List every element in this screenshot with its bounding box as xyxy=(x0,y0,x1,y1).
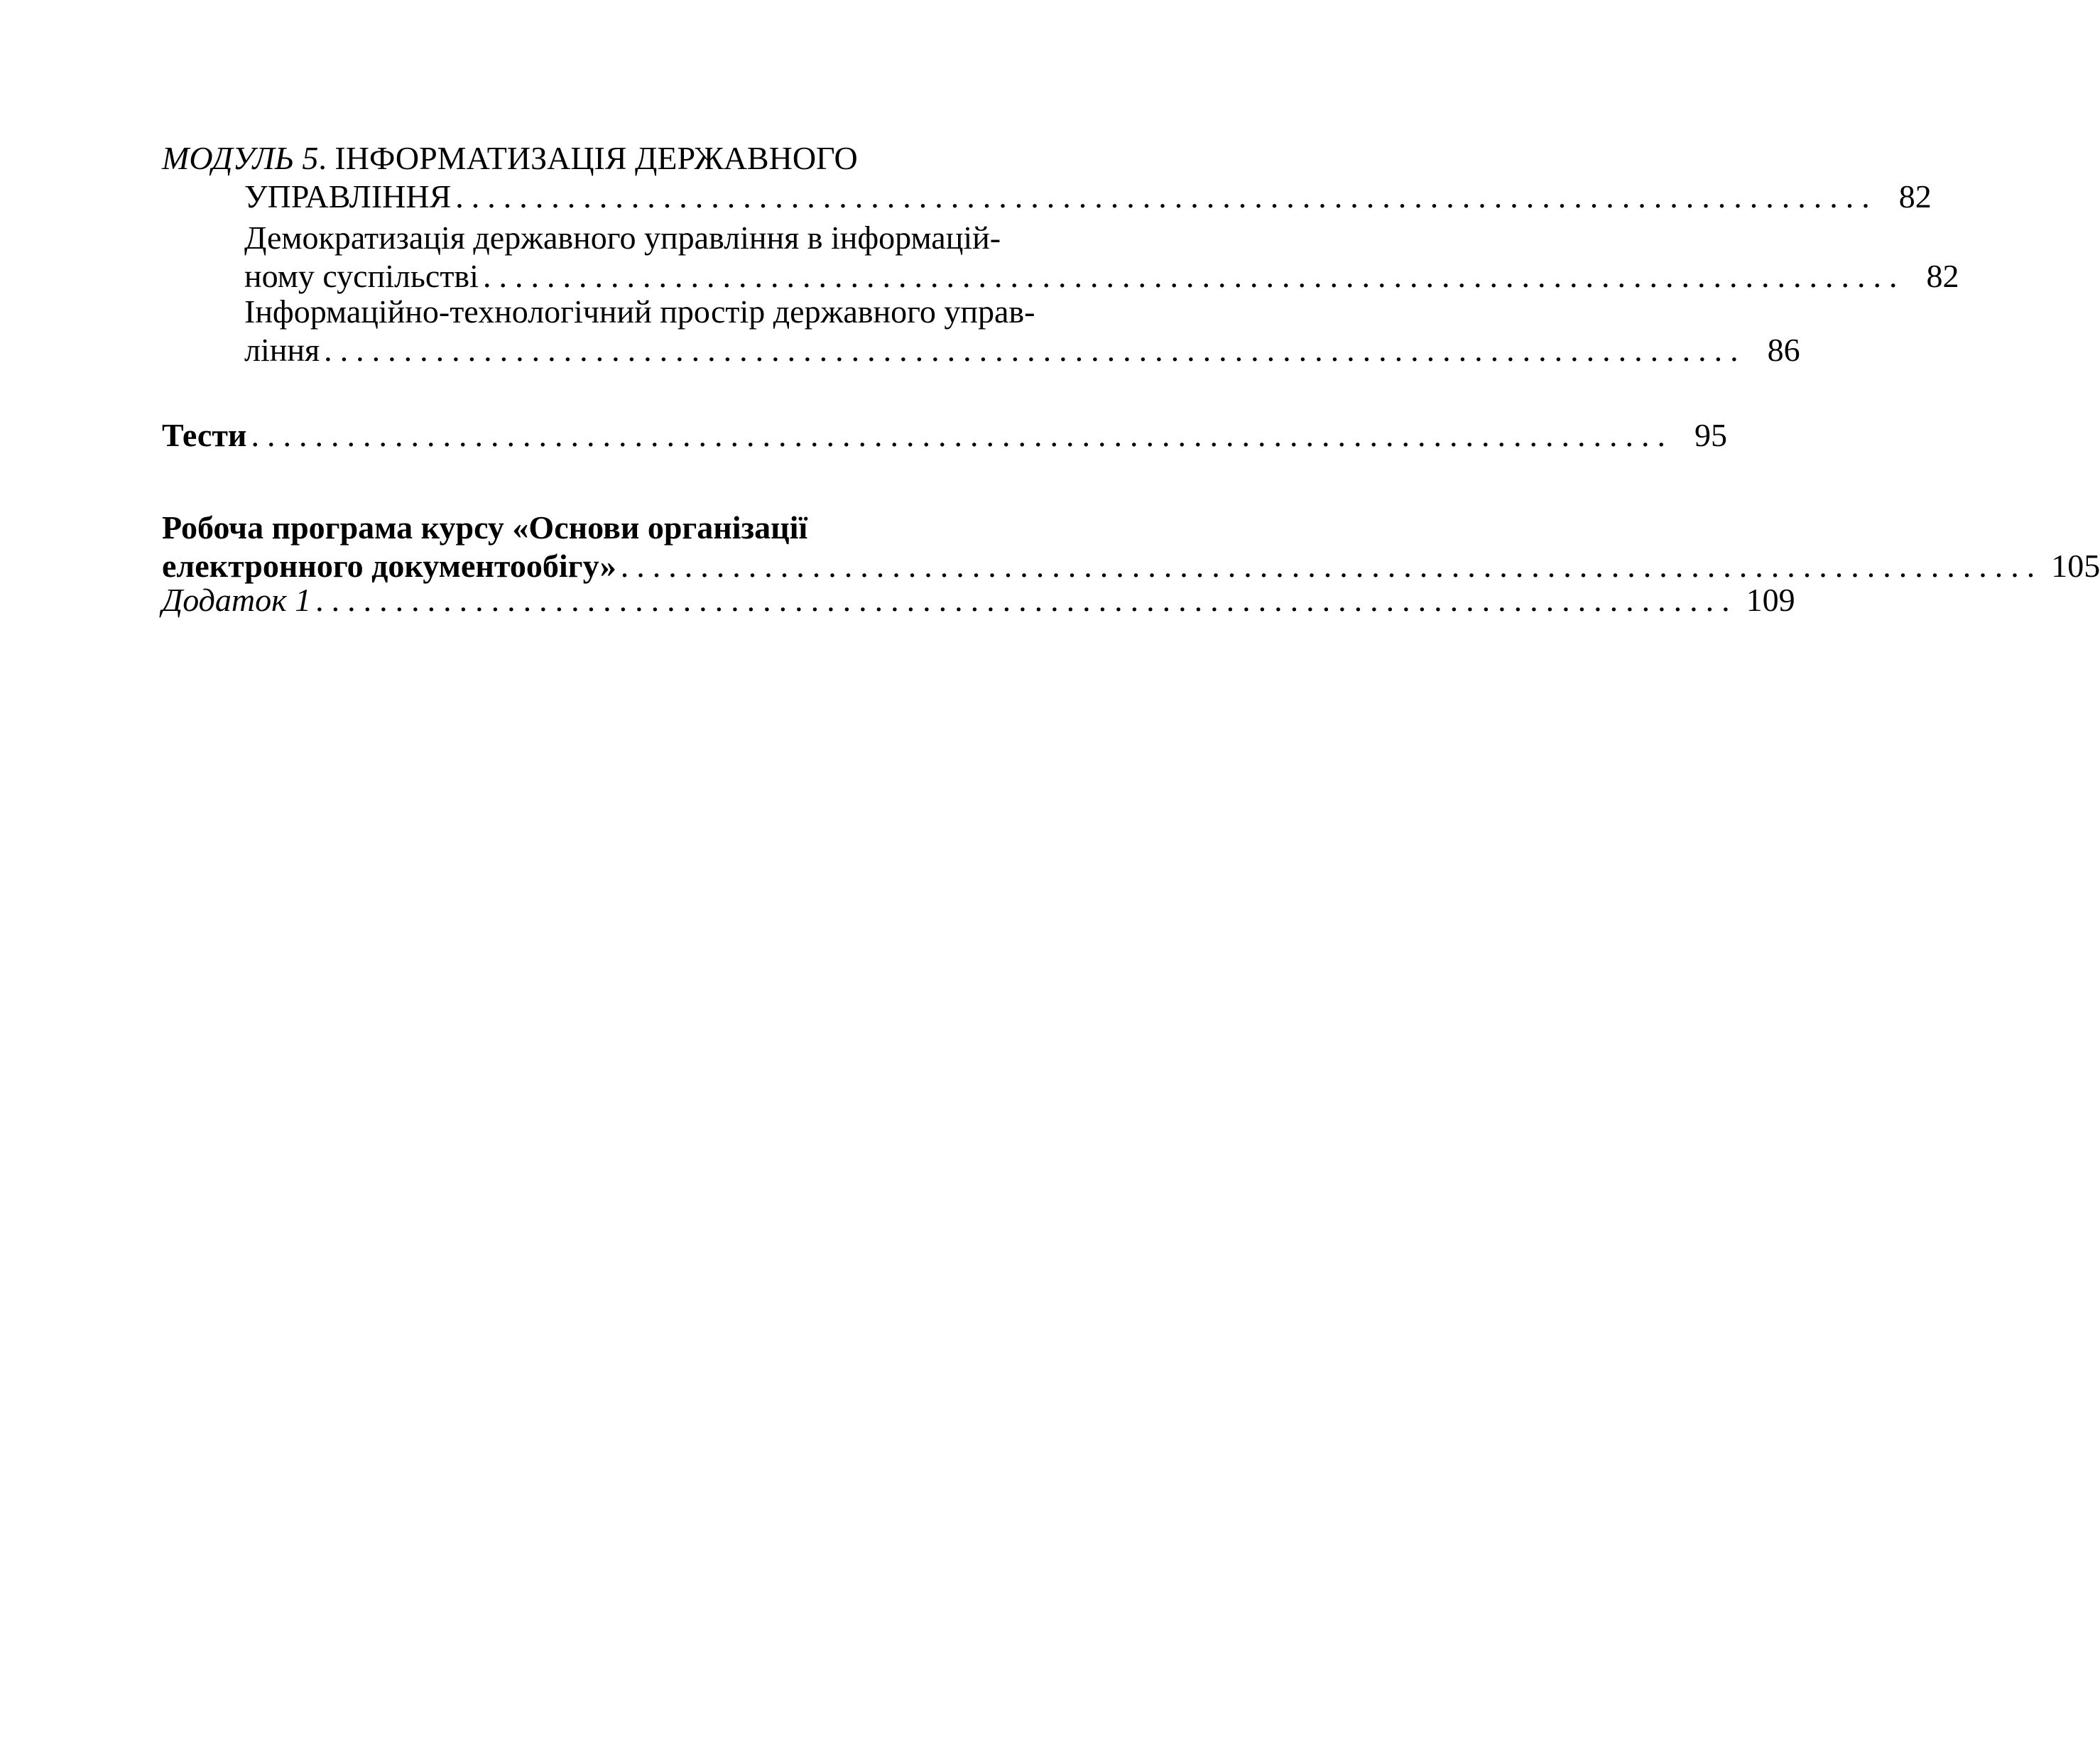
dot-leader: ......................................................................................... xyxy=(482,258,1905,294)
page-number: 82 xyxy=(1926,258,1959,294)
toc-line xyxy=(162,509,1125,547)
dot-leader: ......................................................................................... xyxy=(315,582,1738,618)
toc-title-continued: ному суспільстві xyxy=(244,258,479,294)
toc-line xyxy=(162,257,1959,296)
toc-entry-democratization[interactable] xyxy=(162,219,1959,296)
toc-title: Інформаційно-технологічний простір державного управ- xyxy=(244,293,1035,330)
toc-title-continued: УПРАВЛІННЯ xyxy=(244,178,452,215)
toc-entry-appendix-1[interactable] xyxy=(162,581,1795,619)
toc-line xyxy=(162,293,1125,331)
toc-title-continued: ління xyxy=(244,332,320,368)
page-number: 105 xyxy=(2051,548,2100,584)
module-title: . ІНФОРМАТИЗАЦІЯ ДЕРЖАВНОГО xyxy=(318,140,858,176)
toc-title: Тести xyxy=(162,417,247,453)
toc-line xyxy=(162,331,1800,369)
toc-title: Робоча програма курсу «Основи організації xyxy=(162,509,808,546)
toc-entry-tests[interactable] xyxy=(162,416,1727,455)
toc-entry-work-program[interactable] xyxy=(162,509,2100,585)
page-number: 82 xyxy=(1898,178,1932,215)
toc-entry-info-tech-space[interactable] xyxy=(162,293,1800,369)
page-number: 109 xyxy=(1746,582,1795,618)
toc-line xyxy=(162,416,1727,455)
toc-line xyxy=(162,547,2100,585)
toc-line xyxy=(162,178,1932,216)
toc-line xyxy=(162,219,1125,257)
dot-leader: ......................................................................................... xyxy=(455,178,1878,215)
page-number: 95 xyxy=(1694,417,1727,453)
toc-entry-module-5[interactable] xyxy=(162,139,1932,216)
toc-title: Додаток 1 xyxy=(162,582,312,618)
toc-title xyxy=(162,139,858,178)
dot-leader: ......................................................................................... xyxy=(324,332,1746,368)
page-number: 86 xyxy=(1767,332,1800,368)
toc-title: Демократизація державного управління в інформацій- xyxy=(244,220,1001,256)
dot-leader: ......................................................................................... xyxy=(620,548,2043,584)
module-label: МОДУЛЬ 5 xyxy=(162,140,319,176)
toc-line xyxy=(162,581,1795,619)
toc-title-continued: електронного документообігу» xyxy=(162,548,616,584)
toc-line xyxy=(162,139,1125,178)
dot-leader: ......................................................................................... xyxy=(251,417,1673,453)
